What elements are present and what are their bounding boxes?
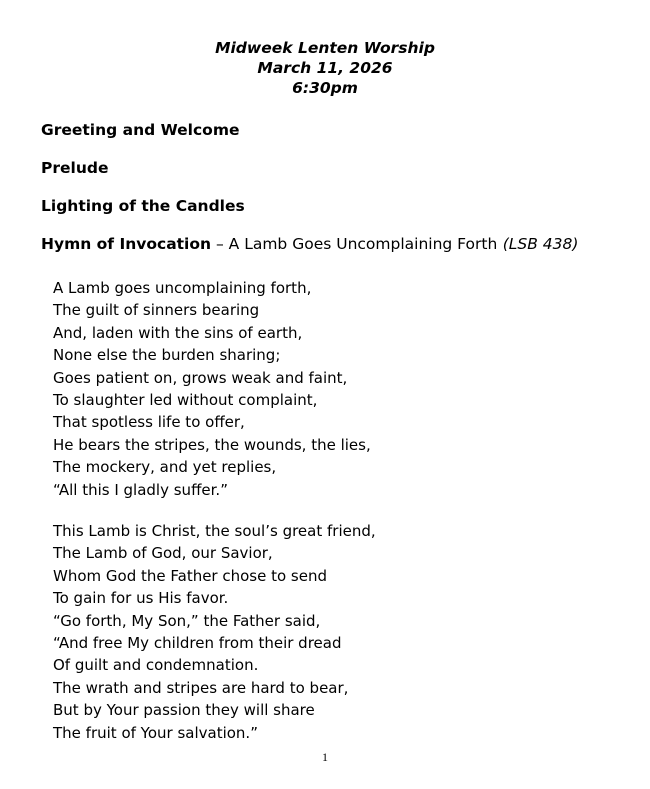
service-title: Midweek Lenten Worship bbox=[215, 39, 435, 57]
verse-line: This Lamb is Christ, the soul’s great friend, bbox=[53, 522, 376, 540]
verse-line: None else the burden sharing; bbox=[53, 346, 281, 365]
hymn-title: A Lamb Goes Uncomplaining Forth bbox=[228, 235, 498, 253]
service-time: 6:30pm bbox=[292, 79, 358, 97]
verse-line: A Lamb goes uncomplaining forth, bbox=[53, 279, 312, 297]
verse-line: “And free My children from their dread bbox=[53, 634, 342, 653]
verse-line: “Go forth, My Son,” the Father said, bbox=[53, 611, 321, 630]
verse-line: The fruit of Your salvation.” bbox=[53, 723, 258, 742]
heading-greeting: Greeting and Welcome bbox=[41, 121, 240, 139]
heading-prelude: Prelude bbox=[41, 159, 109, 177]
hymn-dash: – bbox=[211, 235, 229, 253]
verse-line: “All this I gladly suffer.” bbox=[53, 480, 228, 499]
page-number: 1 bbox=[322, 750, 328, 764]
heading-candles: Lighting of the Candles bbox=[41, 197, 245, 215]
heading-hymn bbox=[41, 234, 578, 254]
verse-line: The mockery, and yet replies, bbox=[53, 458, 277, 477]
verse-line: And, laden with the sins of earth, bbox=[53, 323, 303, 342]
verse-line: The Lamb of God, our Savior, bbox=[53, 544, 273, 563]
hymn-reference: (LSB 438) bbox=[502, 235, 579, 253]
verse-line: He bears the stripes, the wounds, the lies, bbox=[53, 435, 371, 454]
hymn-verse-1 bbox=[53, 277, 371, 501]
verse-line: To gain for us His favor. bbox=[53, 589, 229, 608]
hymn-verse-2 bbox=[53, 520, 376, 744]
verse-line: Goes patient on, grows weak and faint, bbox=[53, 368, 348, 387]
service-date: March 11, 2026 bbox=[257, 59, 393, 77]
hymn-label: Hymn of Invocation bbox=[41, 235, 212, 253]
verse-line: But by Your passion they will share bbox=[53, 701, 315, 720]
service-header bbox=[0, 38, 650, 98]
verse-line: Of guilt and condemnation. bbox=[53, 656, 259, 675]
verse-line: That spotless life to offer, bbox=[53, 413, 245, 432]
verse-line: Whom God the Father chose to send bbox=[53, 566, 328, 585]
verse-line: To slaughter led without complaint, bbox=[53, 391, 318, 410]
verse-line: The wrath and stripes are hard to bear, bbox=[53, 678, 349, 697]
verse-line: The guilt of sinners bearing bbox=[53, 301, 260, 320]
